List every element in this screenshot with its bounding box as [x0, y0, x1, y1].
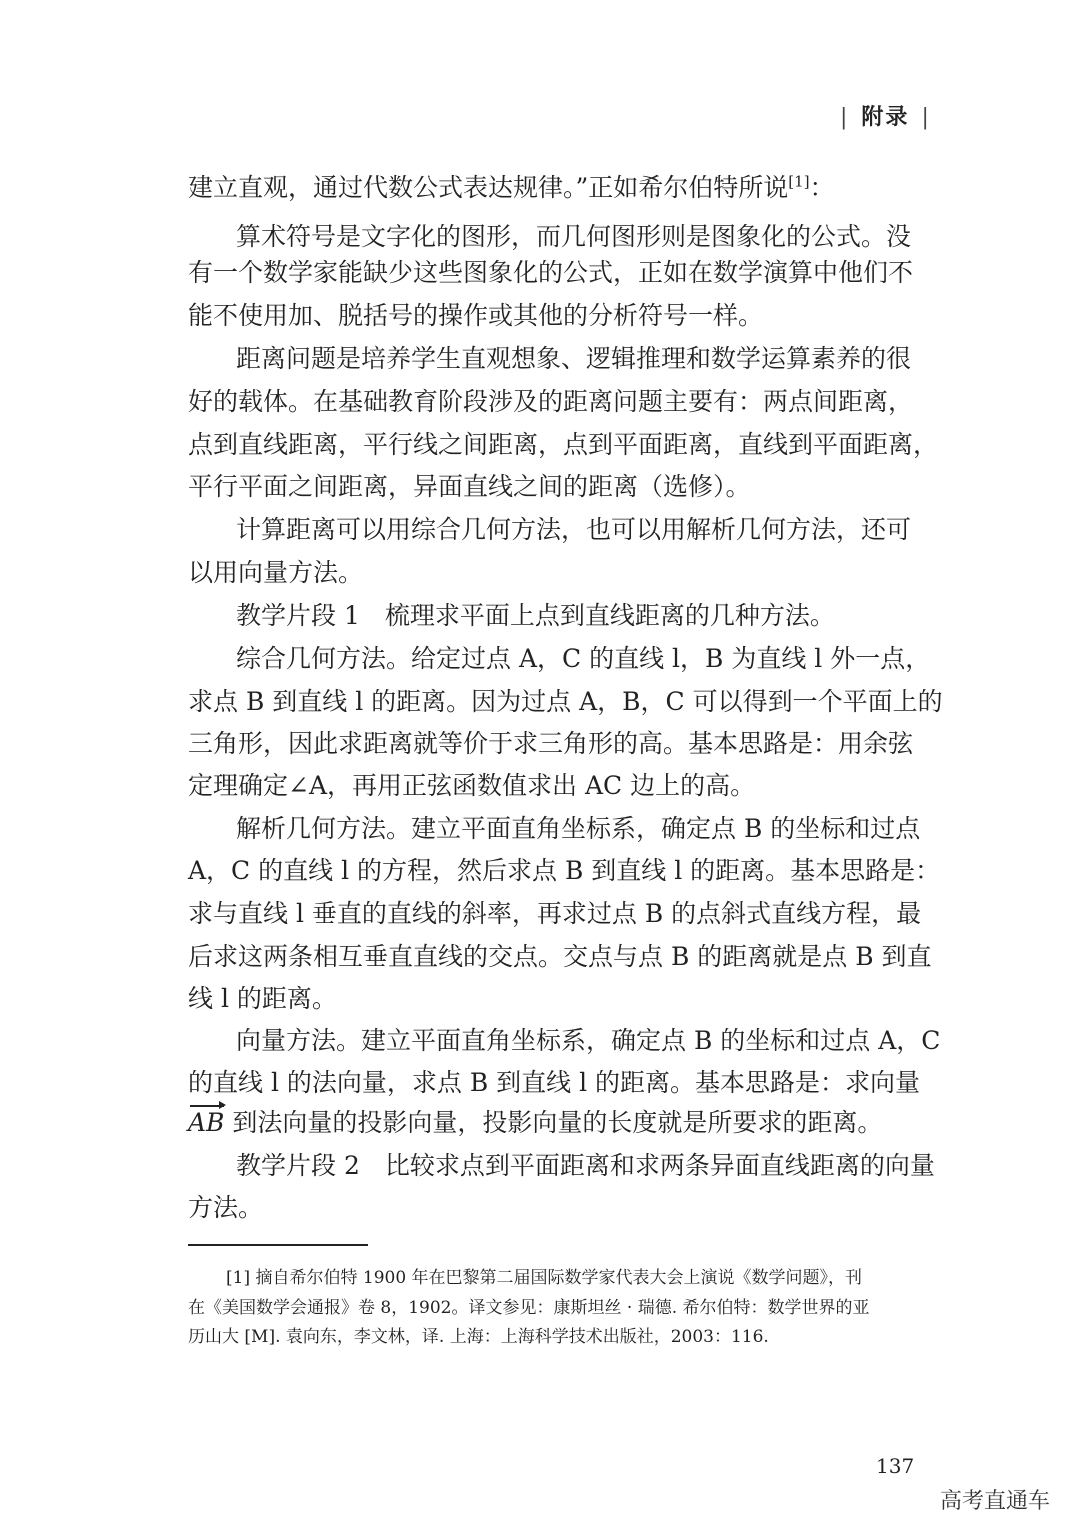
line-text: 线 l 的距离。: [188, 984, 337, 1013]
line-text: 求点 B 到直线 l 的距离。因为过点 A，B，C 可以得到一个平面上的: [188, 687, 943, 716]
line-text: 教学片段 2 比较求点到平面距离和求两条异面直线距离的向量: [236, 1151, 935, 1180]
line-text: 向量方法。建立平面直角坐标系，确定点 B 的坐标和过点 A，C: [236, 1026, 941, 1055]
line-text: 三角形，因此求距离就等价于求三角形的高。基本思路是：用余弦: [188, 729, 914, 758]
running-header: | 附录 |: [840, 104, 931, 130]
footnote-line: 在《美国数学会通报》卷 8，1902。译文参见：康斯坦丝 · 瑞德. 希尔伯特：数学世界的亚: [188, 1298, 870, 1318]
line-text: 教学片段 1 梳理求平面上点到直线距离的几种方法。: [236, 601, 835, 630]
line-text: 定理确定∠A，再用正弦函数值求出 AC 边上的高。: [188, 771, 756, 800]
body-line: [236, 601, 835, 631]
line-text: 有一个数学家能缺少这些图象化的公式，正如在数学演算中他们不: [188, 258, 914, 287]
line-text: A，C 的直线 l 的方程，然后求点 B 到直线 l 的距离。基本思路是：: [188, 856, 941, 885]
body-line: [236, 222, 911, 252]
line-text: 到法向量的投影向量，投影向量的长度就是所要求的距离。: [224, 1108, 883, 1137]
footnote-ref[interactable]: [1]: [788, 172, 810, 191]
line-text: 平行平面之间距离，异面直线之间的距离（选修）。: [188, 472, 751, 501]
line-text: 求与直线 l 垂直的直线的斜率，再求过点 B 的点斜式直线方程，最: [188, 899, 922, 928]
line-tail: ：: [809, 173, 835, 202]
body-line: [236, 1026, 940, 1056]
body-line: [188, 984, 337, 1014]
footnote-line: 历山大 [M]. 袁向东，李文林，译. 上海：上海科学技术出版社，2003：116.: [188, 1327, 769, 1347]
line-text: 后求这两条相互垂直直线的交点。交点与点 B 的距离就是点 B 到直: [188, 942, 932, 971]
body-line: [188, 173, 835, 203]
vector-ab: AB: [188, 1108, 225, 1137]
line-text: 好的载体。在基础教育阶段涉及的距离问题主要有：两点间距离，: [188, 387, 914, 416]
body-line: [188, 472, 751, 502]
page-number: 137: [876, 1454, 915, 1478]
body-line: [188, 942, 932, 972]
body-line: [188, 729, 913, 759]
line-text: 能不使用加、脱括号的操作或其他的分析符号一样。: [188, 301, 764, 330]
footnote-divider: [188, 1244, 368, 1246]
body-line: [188, 1068, 920, 1098]
body-line: [188, 1108, 882, 1138]
body-line: [236, 344, 911, 374]
header-section: 附录: [861, 104, 910, 130]
body-line: [188, 387, 913, 417]
body-line: [236, 515, 911, 545]
line-text: 距离问题是培养学生直观想象、逻辑推理和数学运算素养的很: [236, 344, 912, 373]
body-line: [188, 258, 913, 288]
watermark: 高考直通车: [940, 1489, 1051, 1514]
line-text: 以用向量方法。: [188, 558, 364, 587]
body-line: [236, 814, 920, 844]
line-text: 方法。: [188, 1193, 264, 1222]
body-line: [188, 301, 763, 331]
footnote-line: [1] 摘自希尔伯特 1900 年在巴黎第二届国际数学家代表大会上演说《数学问题》，刊: [226, 1268, 863, 1288]
body-line: [188, 1193, 263, 1223]
body-line: [236, 1151, 935, 1181]
body-line: [188, 687, 943, 717]
body-line: [188, 899, 921, 929]
line-text: 建立直观，通过代数公式表达规律。”正如希尔伯特所说: [188, 173, 789, 202]
line-text: 综合几何方法。给定过点 A，C 的直线 l，B 为直线 l 外一点，: [236, 644, 931, 673]
line-text: 的直线 l 的法向量，求点 B 到直线 l 的距离。基本思路是：求向量: [188, 1068, 921, 1097]
body-line: [188, 558, 363, 588]
body-line: [236, 644, 930, 674]
body-line: [188, 430, 938, 460]
line-text: 解析几何方法。建立平面直角坐标系，确定点 B 的坐标和过点: [236, 814, 921, 843]
line-text: 算术符号是文字化的图形，而几何图形则是图象化的公式。没: [236, 222, 912, 251]
body-line: [188, 856, 940, 886]
line-text: 计算距离可以用综合几何方法，也可以用解析几何方法，还可: [236, 515, 912, 544]
line-text: 点到直线距离，平行线之间距离，点到平面距离，直线到平面距离，: [188, 430, 939, 459]
body-line: [188, 771, 755, 801]
